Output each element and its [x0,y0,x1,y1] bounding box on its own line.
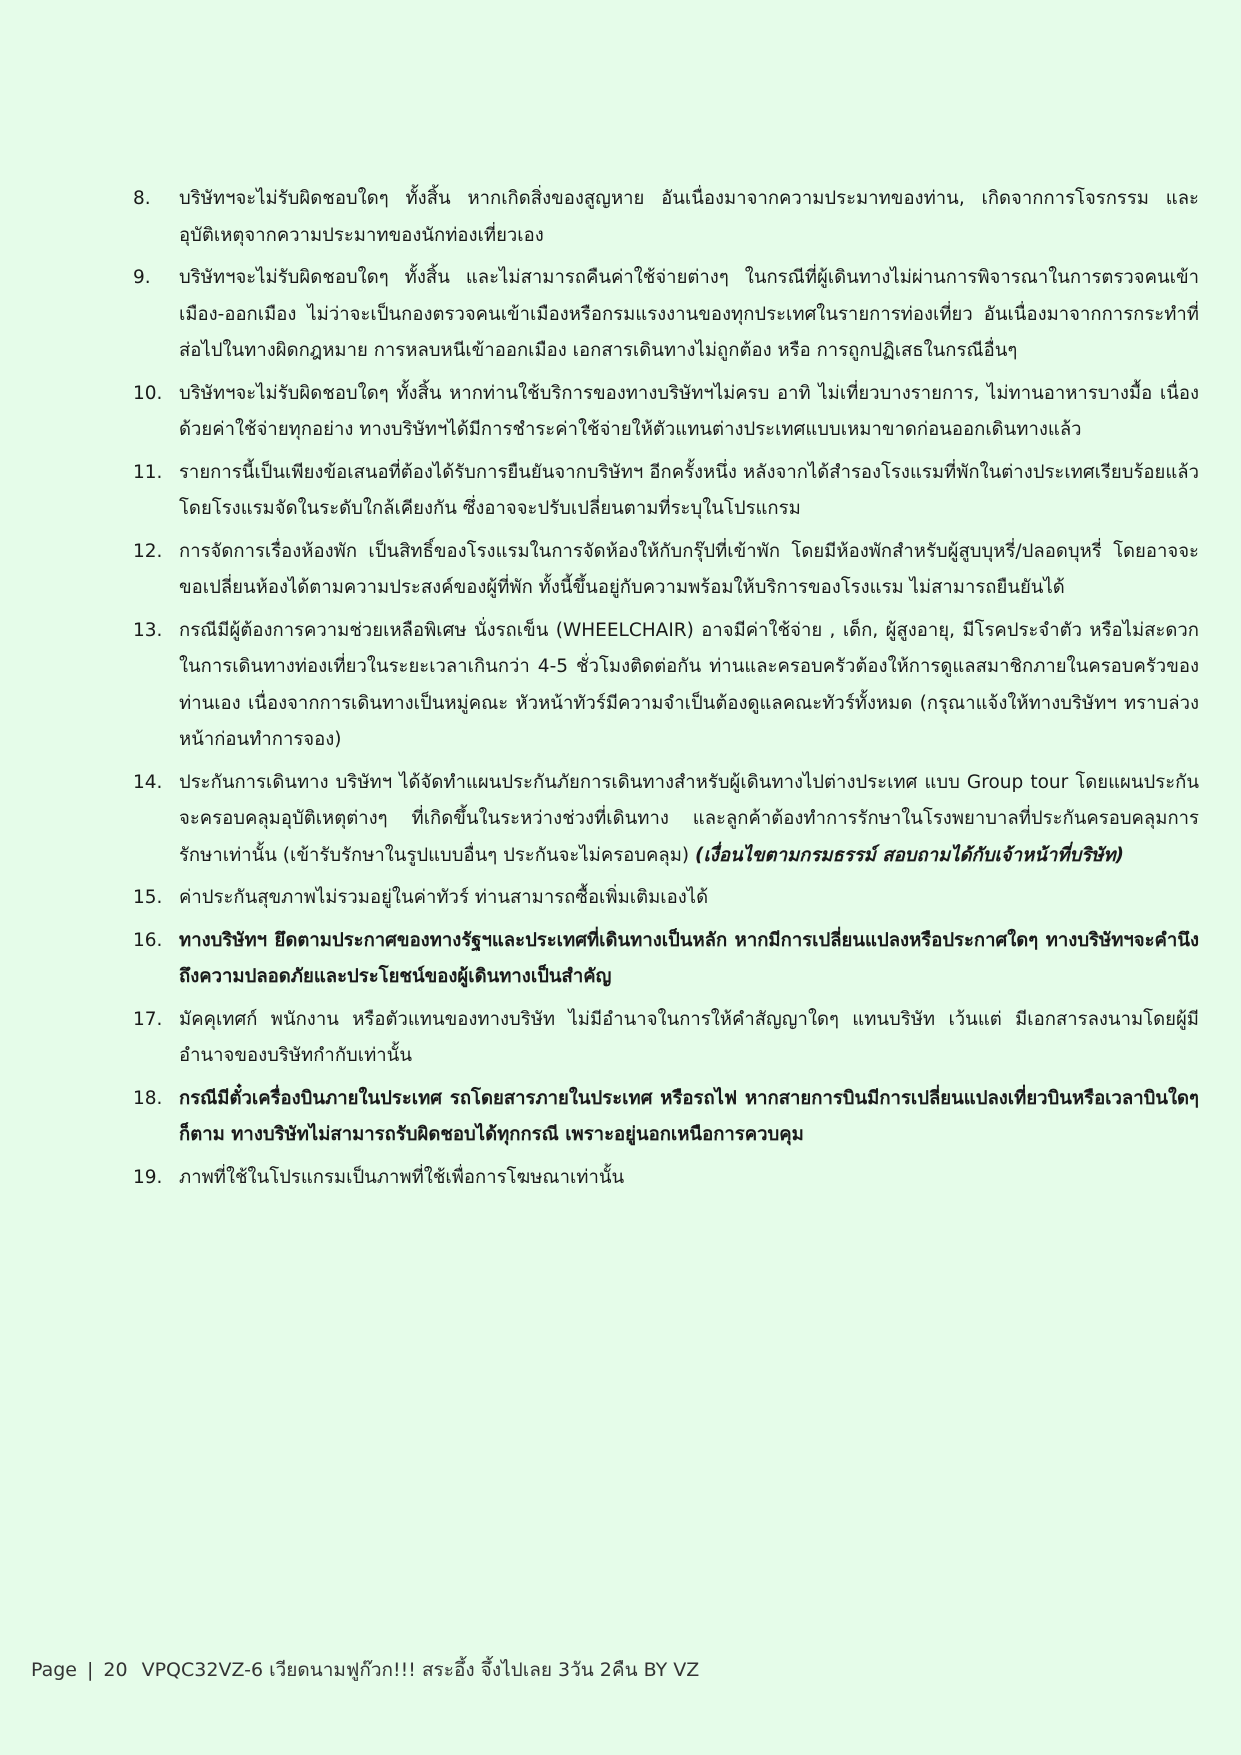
term-number: 10. [133,382,163,404]
terms-list [133,181,1199,1202]
term-text: กรณีมีผู้ต้องการความช่วยเหลือพิเศษ นั่งรถเข็น (WHEELCHAIR) อาจมีค่าใช้จ่าย , เด็ก, ผู้สูงอายุ, มีโรคประจำตัว หรือไม่สะดวกในการเดินทางท่องเที่ยวในระยะเวลาเกินกว่า 4-5 ชั่วโมงติดต่อกัน ท่านและครอบครัวต้องให้การดูแลสมาชิกภายในครอบครัวของท่านเอง เนื่องจากการเดินทางเป็นหมู่คณะ หัวหน้าทัวร์มีความจำเป็นต้องดูแลคณะทัวร์ทั้งหมด (กรุณาแจ้งให้ทางบริษัทฯ ทราบล่วงหน้าก่อนทำการจอง) [179,619,1199,750]
term-item-18 [133,1081,1199,1154]
term-text: มัคคุเทศก์ พนักงาน หรือตัวแทนของทางบริษัท ไม่มีอำนาจในการให้คำสัญญาใดๆ แทนบริษัท เว้นแต่ มีเอกสารลงนามโดยผู้มีอำนาจของบริษัทกำกับเท่านั้น [179,1008,1199,1066]
term-text: ทางบริษัทฯ ยึดตามประกาศของทางรัฐฯและประเทศที่เดินทางเป็นหลัก หากมีการเปลี่ยนแปลงหรือประกาศใดๆ ทางบริษัทฯจะคำนึงถึงความปลอดภัยและประโยชน์ของผู้เดินทางเป็นสำคัญ [179,929,1199,987]
term-number: 15. [133,887,163,908]
term-item-14 [133,765,1199,875]
term-text: บริษัทฯจะไม่รับผิดชอบใดๆ ทั้งสิ้น และไม่สามารถคืนค่าใช้จ่ายต่างๆ ในกรณีที่ผู้เดินทางไม่ผ่านการพิจารณาในการตรวจคนเข้าเมือง-ออกเมือง ไม่ว่าจะเป็นกองตรวจคนเข้าเมืองหรือกรมแรงงานของทุกประเทศในรายการท่องเที่ยว อันเนื่องมาจากการกระทำที่ส่อไปในทางผิดกฎหมาย การหลบหนีเข้าออกเมือง เอกสารเดินทางไม่ถูกต้อง หรือ การถูกปฏิเสธในกรณีอื่นๆ [179,267,1199,361]
term-number: 19. [133,1166,163,1188]
term-text: ประกันการเดินทาง บริษัทฯ ได้จัดทำแผนประกันภัยการเดินทางสำหรับผู้เดินทางไปต่างประเทศ แบบ Group tour โดยแผนประกันจะครอบคลุมอุบัติเหตุต่างๆ ที่เกิดขึ้นในระหว่างช่วงที่เดินทาง และลูกค้าต้องทำการรักษาในโรงพยาบาลที่ประกันครอบคลุมการรักษาเท่านั้น (เข้ารับรักษาในรูปแบบอื่นๆ ประกันจะไม่ครอบคลุม) [179,771,1199,866]
term-number: 16. [133,929,163,951]
term-item-15 [133,880,1199,917]
document-title: VPQC32VZ-6 เวียดนามฟูก๊วก!!! สระอึ้ง จึ้งไปเลย 3วัน 2คืน BY VZ [141,1659,700,1681]
term-item-19 [133,1160,1199,1197]
footer-separator: | [87,1659,94,1681]
term-number: 11. [133,461,163,483]
term-number: 18. [133,1087,163,1109]
term-text: ภาพที่ใช้ในโปรแกรมเป็นภาพที่ใช้เพื่อการโฆษณาเท่านั้น [179,1166,625,1188]
term-text: การจัดการเรื่องห้องพัก เป็นสิทธิ์ของโรงแรมในการจัดห้องให้กับกรุ๊ปที่เข้าพัก โดยมีห้องพักสำหรับผู้สูบบุหรี่/ปลอดบุหรี่ โดยอาจจะขอเปลี่ยนห้องได้ตามความประสงค์ของผู้ที่พัก ทั้งนี้ขึ้นอยู่กับความพร้อมให้บริการของโรงแรม ไม่สามารถยืนยันได้ [179,540,1199,598]
term-number: 14. [133,771,163,793]
term-number: 12. [133,540,163,562]
term-emphasis: (เงื่อนไขตามกรมธรรม์ สอบถามได้กับเจ้าหน้าที่บริษัท) [695,844,1124,866]
term-item-12 [133,534,1199,607]
term-item-13 [133,613,1199,759]
term-item-11 [133,455,1199,528]
term-text: บริษัทฯจะไม่รับผิดชอบใดๆ ทั้งสิ้น หากท่านใช้บริการของทางบริษัทฯไม่ครบ อาทิ ไม่เที่ยวบางรายการ, ไม่ทานอาหารบางมื้อ เนื่องด้วยค่าใช้จ่ายทุกอย่าง ทางบริษัทฯได้มีการชำระค่าใช้จ่ายให้ตัวแทนต่างประเทศแบบเหมาขาดก่อนออกเดินทางแล้ว [179,382,1199,440]
page-footer [31,1655,699,1685]
term-number: 9. [133,267,151,288]
term-item-8 [133,181,1199,254]
term-number: 8. [133,188,151,209]
page-label: Page [31,1659,77,1681]
term-item-17 [133,1002,1199,1075]
term-text: รายการนี้เป็นเพียงข้อเสนอที่ต้องได้รับการยืนยันจากบริษัทฯ อีกครั้งหนึ่ง หลังจากได้สำรองโรงแรมที่พักในต่างประเทศเรียบร้อยแล้ว โดยโรงแรมจัดในระดับใกล้เคียงกัน ซึ่งอาจจะปรับเปลี่ยนตามที่ระบุในโปรแกรม [179,461,1199,519]
term-text: กรณีมีตั๋วเครื่องบินภายในประเทศ รถโดยสารภายในประเทศ หรือรถไฟ หากสายการบินมีการเปลี่ยนแปลงเที่ยวบินหรือเวลาบินใดๆก็ตาม ทางบริษัทไม่สามารถรับผิดชอบได้ทุกกรณี เพราะอยู่นอกเหนือการควบคุม [179,1087,1199,1145]
term-item-16 [133,923,1199,996]
term-text: บริษัทฯจะไม่รับผิดชอบใดๆ ทั้งสิ้น หากเกิดสิ่งของสูญหาย อันเนื่องมาจากความประมาทของท่าน, เกิดจากการโจรกรรม และ อุบัติเหตุจากความประมาทของนักท่องเที่ยวเอง [179,188,1199,246]
term-item-9 [133,260,1199,370]
term-number: 17. [133,1008,163,1030]
term-number: 13. [133,619,163,641]
term-text: ค่าประกันสุขภาพไม่รวมอยู่ในค่าทัวร์ ท่านสามารถซื้อเพิ่มเติมเองได้ [179,887,709,908]
page-number: 20 [103,1659,128,1681]
term-item-10 [133,376,1199,449]
